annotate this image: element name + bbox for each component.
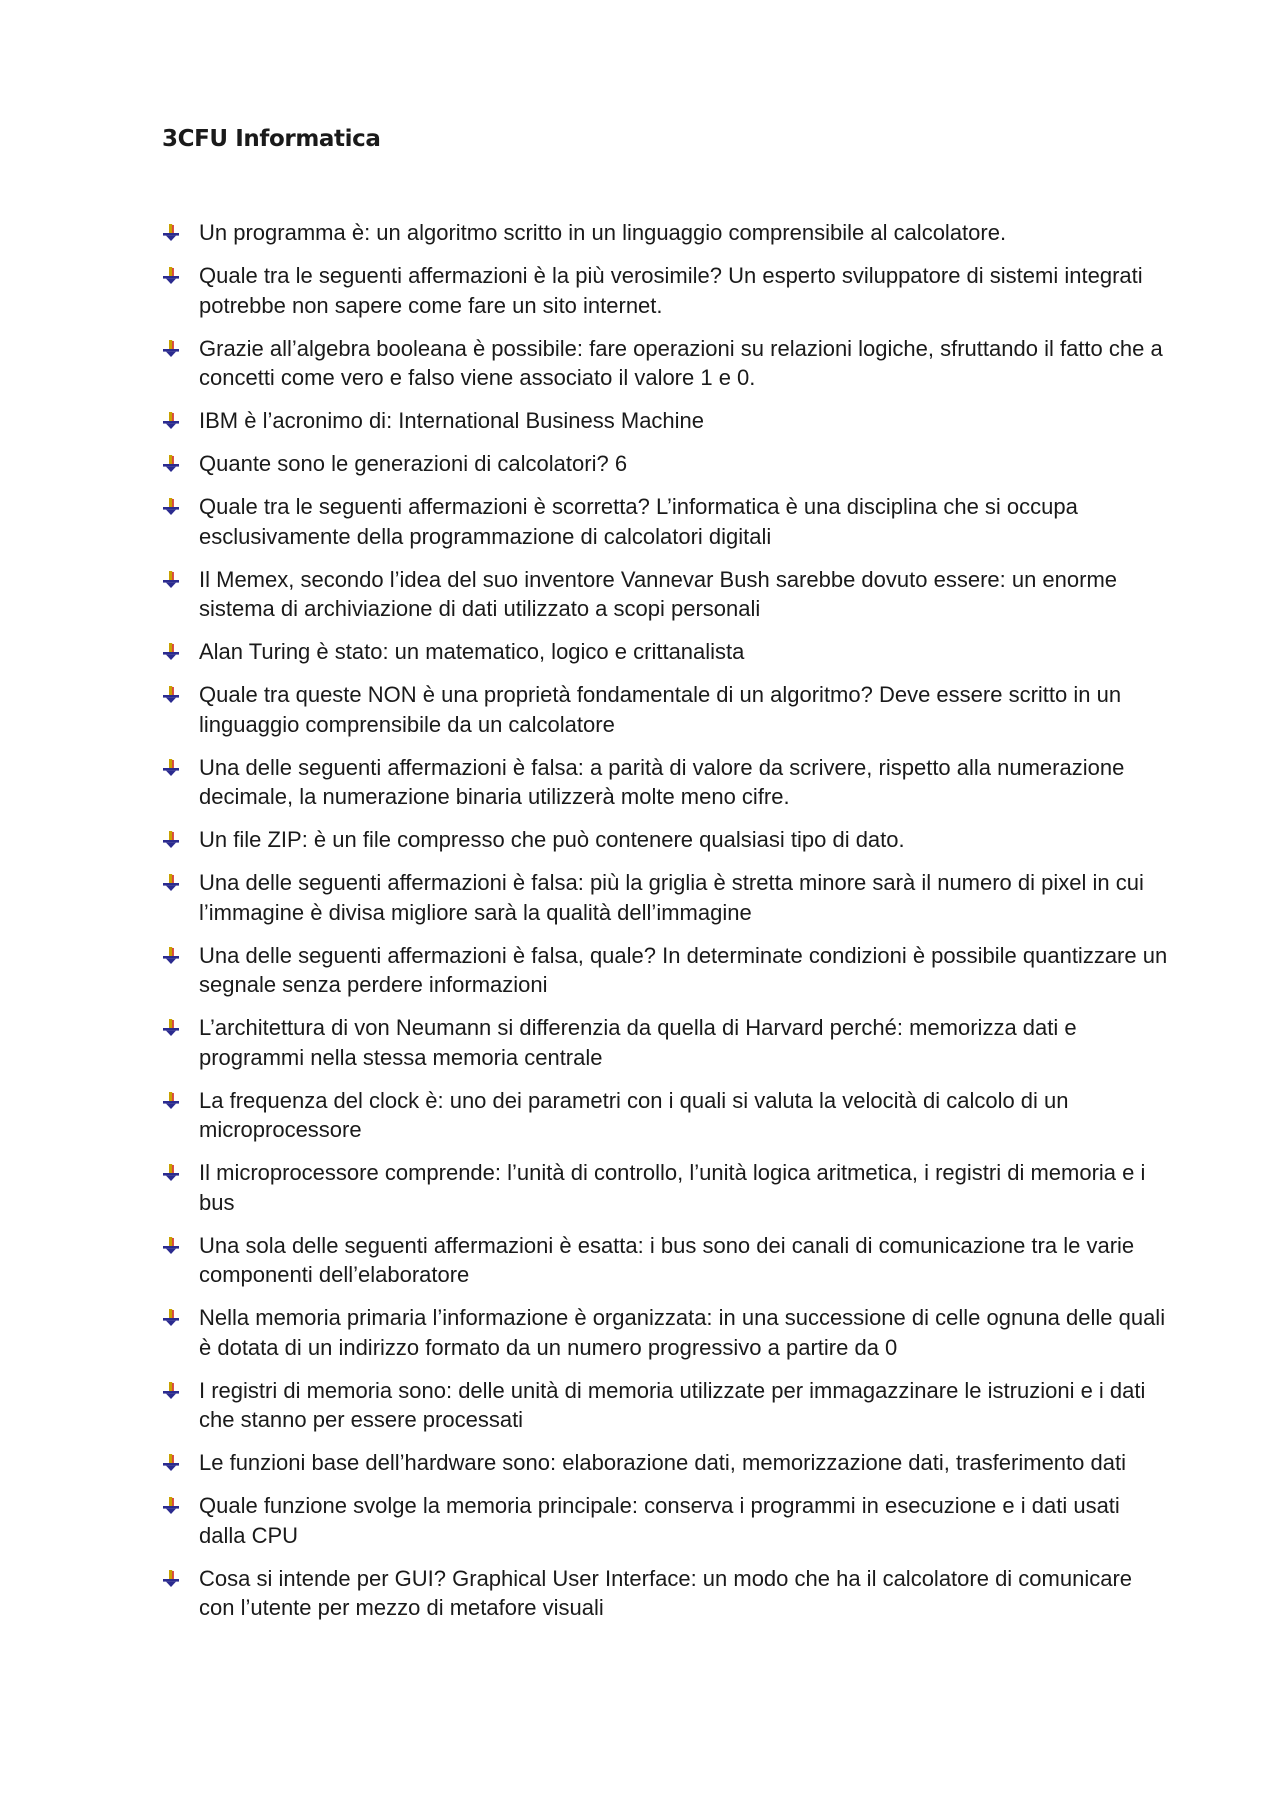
- list-item-text: Il microprocessore comprende: l’unità di controllo, l’unità logica aritmetica, i registri di memoria e i bus: [199, 1160, 1146, 1215]
- list-item-text: Un programma è: un algoritmo scritto in un linguaggio comprensibile al calcolatore.: [199, 220, 1007, 245]
- list-item: [162, 1564, 1172, 1623]
- list-item: [162, 1491, 1172, 1550]
- list-item: [162, 1086, 1172, 1145]
- arrow-bullet-icon: [162, 831, 180, 849]
- arrow-bullet-icon: [162, 224, 180, 242]
- list-item: [162, 941, 1172, 1000]
- arrow-bullet-icon: [162, 1092, 180, 1110]
- arrow-bullet-icon: [162, 1570, 180, 1588]
- arrow-bullet-icon: [162, 1237, 180, 1255]
- list-item-text: Un file ZIP: è un file compresso che può contenere qualsiasi tipo di dato.: [199, 827, 905, 852]
- list-item-text: Le funzioni base dell’hardware sono: elaborazione dati, memorizzazione dati, trasferimento dati: [199, 1450, 1126, 1475]
- arrow-bullet-icon: [162, 267, 180, 285]
- list-item-text: Il Memex, secondo l’idea del suo inventore Vannevar Bush sarebbe dovuto essere: un enorme sistema di archiviazione di dati utilizzato a scopi personali: [199, 566, 1118, 621]
- document-title: 3CFU Informatica: [162, 126, 381, 152]
- list-item-text: IBM è l’acronimo di: International Business Machine: [199, 408, 705, 433]
- list-item: [162, 261, 1172, 320]
- list-item: [162, 1013, 1172, 1072]
- list-item: [162, 868, 1172, 927]
- list-item: [162, 825, 1172, 855]
- list-item: [162, 753, 1172, 812]
- list-item: [162, 565, 1172, 624]
- list-item-text: Alan Turing è stato: un matematico, logico e crittanalista: [199, 639, 745, 664]
- list-item-text: Quante sono le generazioni di calcolatori? 6: [199, 451, 628, 476]
- arrow-bullet-icon: [162, 412, 180, 430]
- arrow-bullet-icon: [162, 1454, 180, 1472]
- list-item-text: Cosa si intende per GUI? Graphical User Interface: un modo che ha il calcolatore di comunicare con l’utente per mezzo di metafore visuali: [199, 1565, 1133, 1620]
- arrow-bullet-icon: [162, 759, 180, 777]
- arrow-bullet-icon: [162, 1309, 180, 1327]
- list-item-text: Quale tra queste NON è una proprietà fondamentale di un algoritmo? Deve essere scritto in un linguaggio comprensibile da un calcolatore: [199, 682, 1122, 737]
- list-item: [162, 1376, 1172, 1435]
- arrow-bullet-icon: [162, 571, 180, 589]
- arrow-bullet-icon: [162, 340, 180, 358]
- list-item: [162, 1303, 1172, 1362]
- list-item-text: L’architettura di von Neumann si differenzia da quella di Harvard perché: memorizza dati e programmi nella stessa memoria centrale: [199, 1015, 1077, 1070]
- list-item: [162, 449, 1172, 479]
- list-item: [162, 680, 1172, 739]
- list-item: [162, 637, 1172, 667]
- list-item-text: Quale funzione svolge la memoria principale: conserva i programmi in esecuzione e i dati usati dalla CPU: [199, 1493, 1120, 1548]
- arrow-bullet-icon: [162, 1164, 180, 1182]
- list-item: [162, 406, 1172, 436]
- arrow-bullet-icon: [162, 1382, 180, 1400]
- arrow-bullet-icon: [162, 455, 180, 473]
- list-item: [162, 492, 1172, 551]
- arrow-bullet-icon: [162, 643, 180, 661]
- list-item-text: La frequenza del clock è: uno dei parametri con i quali si valuta la velocità di calcolo di un microprocessore: [199, 1087, 1069, 1142]
- question-answer-list: [162, 218, 1172, 1636]
- list-item-text: Una sola delle seguenti affermazioni è esatta: i bus sono dei canali di comunicazione tra le varie componenti dell’elaboratore: [199, 1232, 1135, 1287]
- list-item-text: I registri di memoria sono: delle unità di memoria utilizzate per immagazzinare le istruzioni e i dati che stanno per essere processati: [199, 1377, 1146, 1432]
- list-item: [162, 1158, 1172, 1217]
- list-item-text: Quale tra le seguenti affermazioni è scorretta? L’informatica è una disciplina che si occupa esclusivamente della programmazione di calcolatori digitali: [199, 494, 1078, 549]
- arrow-bullet-icon: [162, 1019, 180, 1037]
- list-item-text: Grazie all’algebra booleana è possibile: fare operazioni su relazioni logiche, sfruttando il fatto che a concetti come vero e falso viene associato il valore 1 e 0.: [199, 335, 1163, 390]
- arrow-bullet-icon: [162, 947, 180, 965]
- list-item-text: Una delle seguenti affermazioni è falsa: a parità di valore da scrivere, rispetto alla numerazione decimale, la numerazione binaria utilizzerà molte meno cifre.: [199, 754, 1125, 809]
- list-item: [162, 334, 1172, 393]
- list-item: [162, 1448, 1172, 1478]
- list-item-text: Quale tra le seguenti affermazioni è la più verosimile? Un esperto sviluppatore di sistemi integrati potrebbe non sapere come fare un sito internet.: [199, 263, 1143, 318]
- arrow-bullet-icon: [162, 1497, 180, 1515]
- list-item-text: Una delle seguenti affermazioni è falsa, quale? In determinate condizioni è possibile quantizzare un segnale senza perdere informazioni: [199, 942, 1168, 997]
- list-item: [162, 1231, 1172, 1290]
- list-item-text: Nella memoria primaria l’informazione è organizzata: in una successione di celle ognuna delle quali è dotata di un indirizzo formato da un numero progressivo a partire da 0: [199, 1305, 1166, 1360]
- arrow-bullet-icon: [162, 686, 180, 704]
- list-item: [162, 218, 1172, 248]
- list-item-text: Una delle seguenti affermazioni è falsa: più la griglia è stretta minore sarà il numero di pixel in cui l’immagine è divisa migliore sarà la qualità dell’immagine: [199, 870, 1144, 925]
- arrow-bullet-icon: [162, 874, 180, 892]
- arrow-bullet-icon: [162, 498, 180, 516]
